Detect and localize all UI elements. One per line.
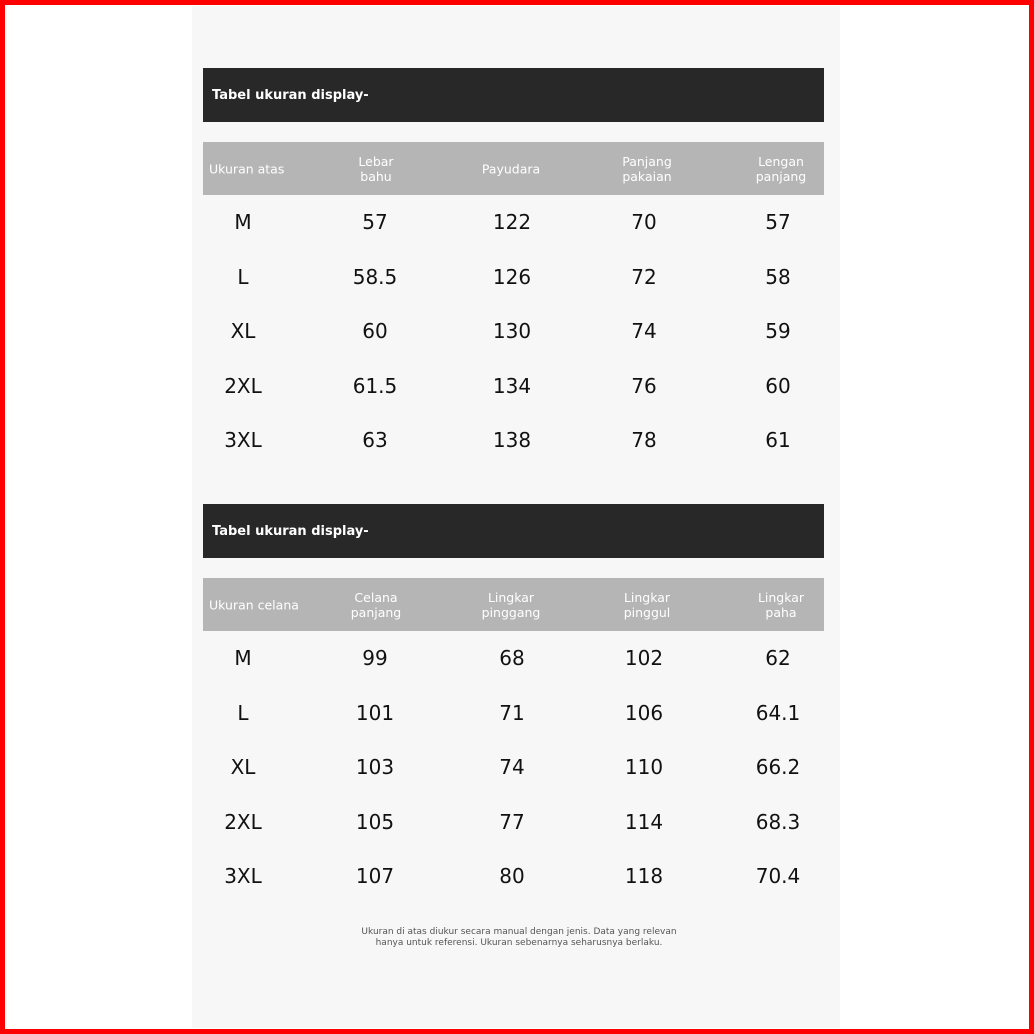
table-cell: 57 — [362, 210, 388, 235]
table-cell: XL — [230, 755, 256, 780]
table-body — [203, 195, 824, 468]
table-row — [203, 740, 824, 795]
table-cell: 3XL — [224, 864, 262, 889]
table-cell: 60 — [362, 319, 388, 344]
column-header: Lebar bahu — [358, 153, 394, 184]
table-cell: 74 — [499, 755, 525, 780]
table-cell: 102 — [624, 646, 664, 671]
table-cell: 68.3 — [755, 809, 801, 834]
column-header: Lingkar paha — [757, 589, 805, 620]
table-cell: 61 — [765, 428, 791, 453]
table-cell: L — [237, 264, 249, 289]
table-cell: 99 — [362, 646, 388, 671]
table-cell: 58 — [765, 264, 791, 289]
table-cell: 76 — [631, 373, 657, 398]
table-cell: 59 — [765, 319, 791, 344]
table-header-row — [203, 142, 824, 195]
table-row — [203, 195, 824, 250]
table-title: Tabel ukuran display- — [203, 68, 824, 122]
table-cell: 66.2 — [755, 755, 801, 780]
table-cell: 110 — [624, 755, 664, 780]
table-cell: 78 — [631, 428, 657, 453]
table-cell: 80 — [499, 864, 525, 889]
table-cell: 114 — [624, 809, 664, 834]
footnote-line: Ukuran di atas diukur secara manual dengan jenis. Data yang relevan — [361, 927, 677, 937]
table-cell: 134 — [492, 373, 532, 398]
column-header: Celana panjang — [350, 589, 402, 620]
column-header: Lingkar pinggul — [623, 589, 671, 620]
table-cell: 103 — [355, 755, 395, 780]
table-cell: 2XL — [224, 373, 262, 398]
table-row — [203, 849, 824, 904]
table-cell: 101 — [355, 700, 395, 725]
table-cell: 72 — [631, 264, 657, 289]
top-size-table — [203, 68, 824, 468]
table-row — [203, 304, 824, 359]
table-cell: M — [234, 646, 252, 671]
table-cell: 2XL — [224, 809, 262, 834]
table-row — [203, 686, 824, 741]
table-cell: 118 — [624, 864, 664, 889]
table-body — [203, 631, 824, 904]
table-row — [203, 250, 824, 305]
table-row — [203, 413, 824, 468]
table-cell: 138 — [492, 428, 532, 453]
table-cell: 107 — [355, 864, 395, 889]
table-cell: 77 — [499, 809, 525, 834]
footnote-line: hanya untuk referensi. Ukuran sebenarnya seharusnya berlaku. — [375, 938, 663, 948]
table-cell: 64.1 — [755, 700, 801, 725]
table-cell: 130 — [492, 319, 532, 344]
table-cell: 106 — [624, 700, 664, 725]
table-cell: L — [237, 700, 249, 725]
footnote — [203, 927, 835, 949]
table-cell: 61.5 — [352, 373, 398, 398]
table-cell: 70 — [631, 210, 657, 235]
table-cell: 105 — [355, 809, 395, 834]
table-cell: 3XL — [224, 428, 262, 453]
table-title: Tabel ukuran display- — [203, 504, 824, 558]
table-cell: M — [234, 210, 252, 235]
column-header: Lingkar pinggang — [481, 589, 541, 620]
column-header: Ukuran atas — [209, 161, 285, 176]
table-cell: 70.4 — [755, 864, 801, 889]
table-row — [203, 359, 824, 414]
table-cell: 126 — [492, 264, 532, 289]
table-cell: 58.5 — [352, 264, 398, 289]
table-cell: 62 — [765, 646, 791, 671]
column-header: Panjang pakaian — [622, 153, 672, 184]
column-header: Ukuran celana — [209, 597, 299, 612]
column-header: Lengan panjang — [755, 153, 807, 184]
table-row — [203, 795, 824, 850]
table-row — [203, 631, 824, 686]
bottom-size-table — [203, 504, 824, 904]
table-cell: XL — [230, 319, 256, 344]
table-cell: 60 — [765, 373, 791, 398]
table-cell: 57 — [765, 210, 791, 235]
table-cell: 71 — [499, 700, 525, 725]
table-cell: 122 — [492, 210, 532, 235]
table-cell: 68 — [499, 646, 525, 671]
table-cell: 74 — [631, 319, 657, 344]
table-header-row — [203, 578, 824, 631]
column-header: Payudara — [481, 161, 541, 176]
table-cell: 63 — [362, 428, 388, 453]
